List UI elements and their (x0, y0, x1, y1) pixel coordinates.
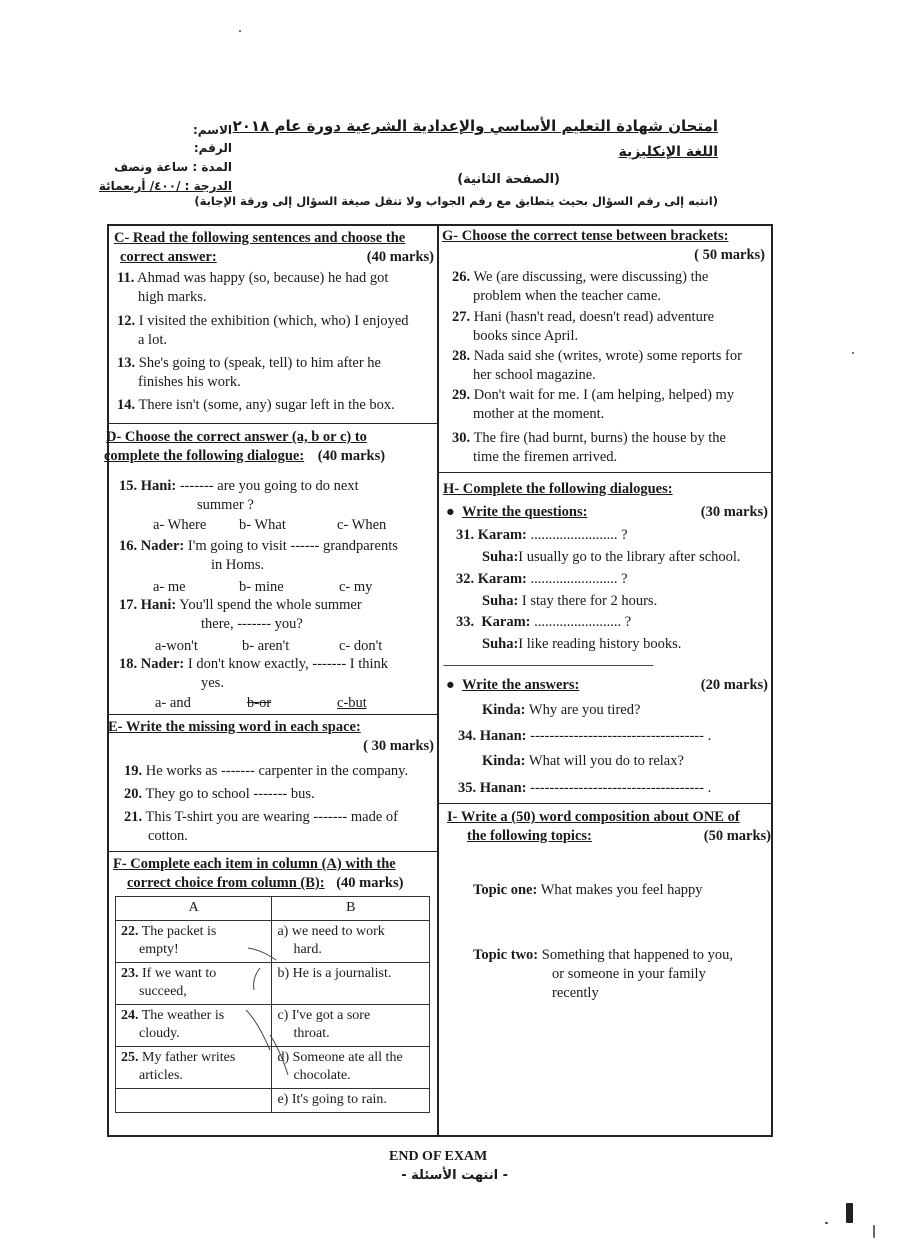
section-h-part2-marks: (20 marks) (700, 677, 768, 693)
question-14 (117, 396, 435, 415)
question-text-cont: books since April. (473, 328, 579, 344)
section-f-title-line2: correct choice from column (B): (127, 875, 325, 891)
option-a: a- Where (153, 517, 207, 533)
answer-blank: ------------------------------------ . (530, 728, 712, 744)
question-number: 26. (452, 269, 471, 285)
question-text: You'll spend the whole summer (179, 597, 362, 613)
question-number: 18. (119, 656, 138, 672)
question-13 (117, 354, 435, 392)
scan-speck (239, 30, 241, 32)
exam-title: امتحان شهادة التعليم الأساسي والإعدادية الشرعية دورة عام ٢٠١٨ (232, 117, 718, 135)
grade-label: الدرجة : /٤٠٠/ أربعمائة (98, 179, 232, 193)
choice-text-cont: chocolate. (293, 1068, 351, 1083)
question-text: The fire (had burnt, burns) the house by the (473, 430, 726, 446)
option-b: b-or (247, 695, 272, 711)
end-of-exam-label: END OF EXAM (389, 1149, 488, 1164)
speaker-name: Karam: (481, 614, 531, 630)
question-number: 14. (117, 397, 136, 413)
question-19 (124, 762, 436, 781)
end-of-exam-arabic: - انتهت الأسئلة - (401, 1168, 508, 1183)
speaker-name: Karam: (477, 527, 527, 543)
question-number: 20. (124, 786, 143, 802)
divider-c-d (107, 423, 438, 424)
question-27 (452, 308, 770, 346)
section-f-title-line1: F- Complete each item in column (A) with the (113, 856, 396, 872)
section-e-title-line1: E- Write the missing word in each space: (108, 719, 361, 735)
speaker-name: Kinda: (482, 753, 526, 769)
duration-label: المدة : ساعة ونصف (114, 160, 232, 174)
section-g-title-line1: G- Choose the correct tense between brackets: (442, 228, 729, 244)
question-number: 32. (456, 571, 475, 587)
frame-bottom (107, 1135, 773, 1137)
dialogue-line: Why are you tired? (528, 702, 641, 718)
question-text-cont: cotton. (148, 828, 188, 844)
dialogue-line: What will you do to relax? (528, 753, 684, 769)
choice-text: He is a journalist. (292, 966, 392, 981)
column-b-cell (272, 1089, 430, 1113)
bullet-icon: ● (446, 504, 455, 520)
option-a: a- and (155, 695, 191, 711)
answer-blank: ........................ ? (530, 571, 628, 587)
question-number: 15. (119, 478, 138, 494)
instruction-text: (انتبه إلى رقم السؤال بحيث يتطابق مع رقم الجواب ولا تنقل صيغة السؤال إلى ورقة الإجابة) (194, 194, 718, 208)
section-d-title (104, 428, 436, 466)
question-text: I don't know exactly, ------- I think (187, 656, 389, 672)
number-label: الرقم: (193, 141, 232, 155)
section-h-part2-header (446, 676, 768, 695)
question-text-cont: her school magazine. (473, 367, 596, 383)
question-number: 16. (119, 538, 138, 554)
choice-key: e) (277, 1092, 289, 1107)
choice-text: we need to work (291, 924, 385, 939)
option-b: b- What (239, 517, 286, 533)
pen-stroke (246, 1010, 270, 1050)
option-c: c-but (337, 695, 367, 711)
choice-text: It's going to rain. (291, 1092, 387, 1107)
topic-label: Topic two: (473, 947, 539, 963)
item-number: 24. (121, 1008, 139, 1023)
pen-stroke (270, 1035, 288, 1075)
question-text-cont: time the firemen arrived. (473, 449, 618, 465)
item-text: The packet is (141, 924, 217, 939)
handwritten-marks (240, 940, 300, 1080)
section-i-title (447, 808, 771, 846)
speaker-name: Nader: (140, 538, 185, 554)
question-17 (119, 596, 435, 654)
question-15 (119, 477, 435, 535)
dialogue-line: I stay there for 2 hours. (521, 593, 658, 609)
pen-stroke (248, 948, 276, 960)
question-number: 19. (124, 763, 143, 779)
question-33 (456, 613, 770, 654)
section-g-marks: ( 50 marks) (694, 247, 765, 263)
choice-key: d) (277, 1050, 290, 1065)
divider-g-h (437, 472, 772, 473)
subject-label: اللغة الإنكليزية (618, 144, 718, 160)
question-text: Don't wait for me. I (am helping, helped) my (473, 387, 735, 403)
speaker-name: Suha: (482, 593, 519, 609)
column-a-cell (116, 1089, 272, 1113)
item-text: If we want to (142, 966, 217, 981)
answer-blank: ------------------------------------ . (530, 780, 712, 796)
question-28 (452, 347, 770, 385)
section-i-title-line2: the following topics: (467, 828, 592, 844)
topic-text: Something that happened to you, (541, 947, 734, 963)
section-i-title-line1: I- Write a (50) word composition about ONE of (447, 809, 740, 825)
choice-text: Someone ate all the (292, 1050, 403, 1065)
question-text-cont: in Homs. (211, 557, 265, 573)
question-number: 28. (452, 348, 471, 364)
choice-key: c) (277, 1008, 289, 1023)
page-label: (الصفحة الثانية) (457, 172, 560, 187)
item-number: 25. (121, 1050, 139, 1065)
option-a: a-won't (155, 638, 198, 654)
question-text: This T-shirt you are wearing ------- made of (145, 809, 398, 825)
answer-blank: ........................ ? (530, 527, 628, 543)
question-21 (124, 808, 436, 846)
question-number: 21. (124, 809, 143, 825)
speaker-name: Hani: (140, 478, 177, 494)
question-text: I'm going to visit ------ grandparents (187, 538, 398, 554)
speaker-name: Suha: (482, 636, 519, 652)
scan-speck (846, 1203, 853, 1223)
item-number: 23. (121, 966, 139, 981)
choice-text-cont: hard. (293, 942, 322, 957)
section-h-part1-marks: (30 marks) (700, 504, 768, 520)
question-number: 31. (456, 527, 475, 543)
section-d-marks: (40 marks) (317, 448, 386, 464)
question-18 (119, 655, 435, 713)
topic-text-cont: recently (552, 985, 599, 1001)
question-text: He works as ------- carpenter in the company. (145, 763, 409, 779)
question-34 (458, 727, 711, 746)
item-text-cont: empty! (139, 942, 179, 957)
speaker-name: Nader: (140, 656, 185, 672)
question-32 (456, 570, 770, 611)
section-g-title (442, 227, 765, 265)
option-c: c- don't (339, 638, 383, 654)
choice-key: a) (277, 924, 289, 939)
section-h-part2-title: Write the answers: (462, 677, 580, 693)
item-number: 22. (121, 924, 139, 939)
option-b: b- aren't (242, 638, 290, 654)
section-c-title-line2: correct answer: (120, 249, 217, 265)
question-text-cont: finishes his work. (138, 374, 241, 390)
question-text: Nada said she (writes, wrote) some reports for (473, 348, 742, 364)
divider-d-e (107, 714, 438, 715)
item-text-cont: cloudy. (139, 1026, 180, 1041)
question-number: 29. (452, 387, 471, 403)
topic-text-cont: or someone in your family (552, 966, 706, 982)
section-e-title (108, 718, 434, 756)
question-text: Ahmad was happy (so, because) he had got (137, 270, 389, 286)
divider-h-i (437, 803, 772, 804)
section-h-part1-title: Write the questions: (462, 504, 588, 520)
option-b: b- mine (239, 579, 284, 595)
dialogue-35-prompt (482, 752, 684, 771)
topic-label: Topic one: (473, 882, 538, 898)
scan-speck (852, 352, 854, 354)
question-number: 30. (452, 430, 471, 446)
table-header-row (116, 897, 430, 921)
question-text: ------- are you going to do next (179, 478, 359, 494)
speaker-name: Suha: (482, 549, 519, 565)
section-f-title (113, 855, 436, 893)
topic-two (473, 946, 771, 1003)
section-c-title-line1: C- Read the following sentences and choose the (114, 230, 406, 246)
speaker-name: Hani: (140, 597, 177, 613)
question-12 (117, 312, 435, 350)
pen-stroke (254, 968, 260, 990)
item-text-cont: articles. (139, 1068, 183, 1083)
question-text-cont: a lot. (138, 332, 167, 348)
question-number: 11. (117, 270, 135, 286)
question-30 (452, 429, 770, 467)
divider-e-f (107, 851, 438, 852)
question-text-cont: yes. (201, 675, 224, 691)
speaker-name: Karam: (477, 571, 527, 587)
question-35 (458, 779, 711, 798)
speaker-name: Hanan: (479, 728, 527, 744)
section-d-title-line1: D- Choose the correct answer (a, b or c) to (106, 429, 367, 445)
scan-speck (873, 1225, 875, 1238)
question-text-cont: summer ? (197, 497, 254, 513)
choice-text: I've got a sore (291, 1008, 371, 1023)
dialogue-34-prompt (482, 701, 640, 720)
frame-right (771, 224, 773, 1136)
question-number: 35. (458, 780, 477, 796)
topic-text: What makes you feel happy (540, 882, 703, 898)
question-text-cont: mother at the moment. (473, 406, 605, 422)
question-number: 13. (117, 355, 136, 371)
topic-one (473, 881, 703, 900)
question-number: 34. (458, 728, 477, 744)
section-e-marks: ( 30 marks) (363, 738, 434, 754)
question-number: 33. (456, 614, 475, 630)
question-text: There isn't (some, any) sugar left in the box. (138, 397, 395, 413)
speaker-name: Kinda: (482, 702, 526, 718)
section-h-part1-header (446, 503, 768, 522)
choice-key: b) (277, 966, 290, 981)
answer-blank: ........................ ? (534, 614, 632, 630)
option-c: c- my (339, 579, 373, 595)
question-26 (452, 268, 770, 306)
section-h-title: H- Complete the following dialogues: (443, 481, 673, 497)
question-31 (456, 526, 770, 567)
dialogue-line: I like reading history books. (518, 636, 682, 652)
item-text: My father writes (142, 1050, 236, 1065)
question-20 (124, 785, 436, 804)
column-a-header: A (116, 897, 272, 921)
question-29 (452, 386, 770, 424)
frame-center (437, 224, 439, 1136)
frame-left (107, 224, 109, 1136)
section-c-marks: (40 marks) (366, 249, 434, 265)
option-a: a- me (153, 579, 186, 595)
question-number: 12. (117, 313, 136, 329)
question-text: I visited the exhibition (which, who) I enjoyed (138, 313, 409, 329)
question-text: We (are discussing, were discussing) the (473, 269, 709, 285)
section-i-marks: (50 marks) (703, 828, 771, 844)
choice-text-cont: throat. (293, 1026, 330, 1041)
item-text: The weather is (141, 1008, 225, 1023)
question-text-cont: problem when the teacher came. (473, 288, 662, 304)
name-label: الاسم: (192, 123, 232, 137)
section-c-title (114, 229, 434, 267)
question-11 (117, 269, 435, 307)
section-f-marks: (40 marks) (336, 875, 404, 891)
bullet-icon: ● (446, 677, 455, 693)
option-c: c- When (337, 517, 387, 533)
question-text: She's going to (speak, tell) to him after he (138, 355, 381, 371)
frame-top (107, 224, 773, 226)
section-d-title-line2: complete the following dialogue: (104, 448, 305, 464)
question-16 (119, 537, 435, 595)
column-b-header: B (272, 897, 430, 921)
question-text-cont: high marks. (138, 289, 207, 305)
question-text: They go to school ------- bus. (145, 786, 315, 802)
table-row (116, 1089, 430, 1113)
question-text-cont: there, ------- you? (201, 616, 303, 632)
speaker-name: Hanan: (479, 780, 527, 796)
item-text-cont: succeed, (139, 984, 187, 999)
dialogue-line: I usually go to the library after school. (518, 549, 741, 565)
question-number: 17. (119, 597, 138, 613)
question-text: Hani (hasn't read, doesn't read) adventure (473, 309, 715, 325)
scan-speck (825, 1222, 828, 1224)
dashed-divider: ------------------------------------------------------------------------------------------ (443, 660, 653, 671)
question-number: 27. (452, 309, 471, 325)
